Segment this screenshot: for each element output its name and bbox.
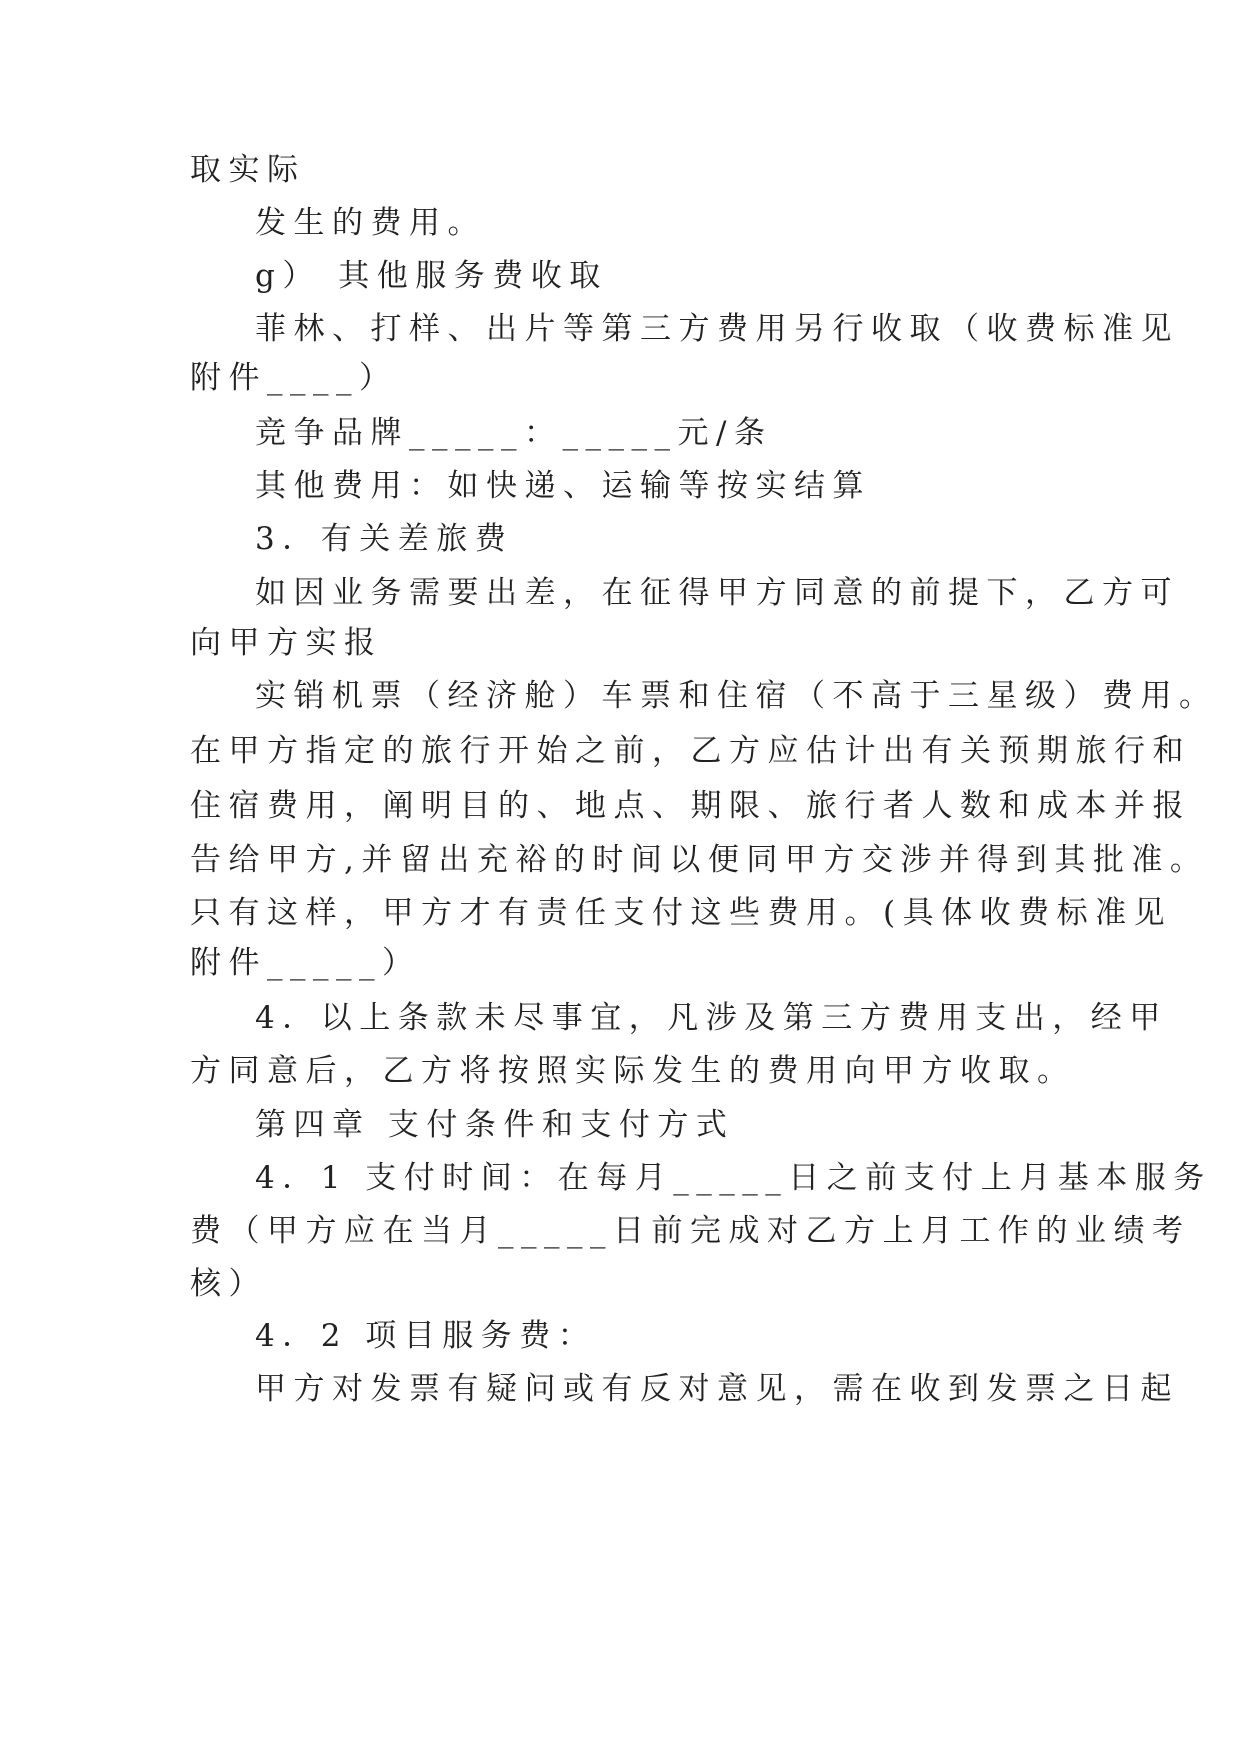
text-line: 在甲方指定的旅行开始之前，乙方应估计出有关预期旅行和 xyxy=(190,733,1191,769)
text-line: 只有这样，甲方才有责任支付这些费用。(具体收费标准见 xyxy=(190,895,1173,931)
text-line: 取实际 xyxy=(190,152,306,188)
text-line: 住宿费用，阐明目的、地点、期限、旅行者人数和成本并报 xyxy=(190,788,1191,824)
text-line: 告给甲方,并留出充裕的时间以便同甲方交涉并得到其批准。 xyxy=(190,842,1209,878)
text-line: 实销机票（经济舱）车票和住宿（不高于三星级）费用。 xyxy=(255,678,1218,714)
text-line: 向甲方实报 xyxy=(190,625,383,661)
text-line: 4．1 支付时间：在每月_____日之前支付上月基本服务 xyxy=(255,1160,1212,1196)
text-line: 4．2 项目服务费： xyxy=(255,1318,597,1354)
text-line: 核） xyxy=(190,1266,267,1302)
text-line: 其他费用：如快递、运输等按实结算 xyxy=(255,468,871,504)
text-line: 发生的费用。 xyxy=(255,205,486,241)
text-line: 4．以上条款未尽事宜，凡涉及第三方费用支出，经甲 xyxy=(255,1000,1168,1036)
text-line: 竞争品牌_____：_____元/条 xyxy=(255,415,773,451)
section-heading: 第四章 支付条件和支付方式 xyxy=(255,1107,735,1143)
text-line: 如因业务需要出差，在征得甲方同意的前提下，乙方可 xyxy=(255,575,1179,611)
text-line: 附件_____） xyxy=(190,945,421,981)
text-line: 方同意后，乙方将按照实际发生的费用向甲方收取。 xyxy=(190,1053,1076,1089)
text-line: 甲方对发票有疑问或有反对意见，需在收到发票之日起 xyxy=(255,1371,1179,1407)
text-line: g） 其他服务费收取 xyxy=(255,258,608,294)
text-line: 菲林、打样、出片等第三方费用另行收取（收费标准见 xyxy=(255,311,1179,347)
text-line: 费（甲方应在当月_____日前完成对乙方上月工作的业绩考 xyxy=(190,1213,1191,1249)
text-line: 附件____） xyxy=(190,360,398,396)
text-line: 3．有关差旅费 xyxy=(255,521,514,557)
